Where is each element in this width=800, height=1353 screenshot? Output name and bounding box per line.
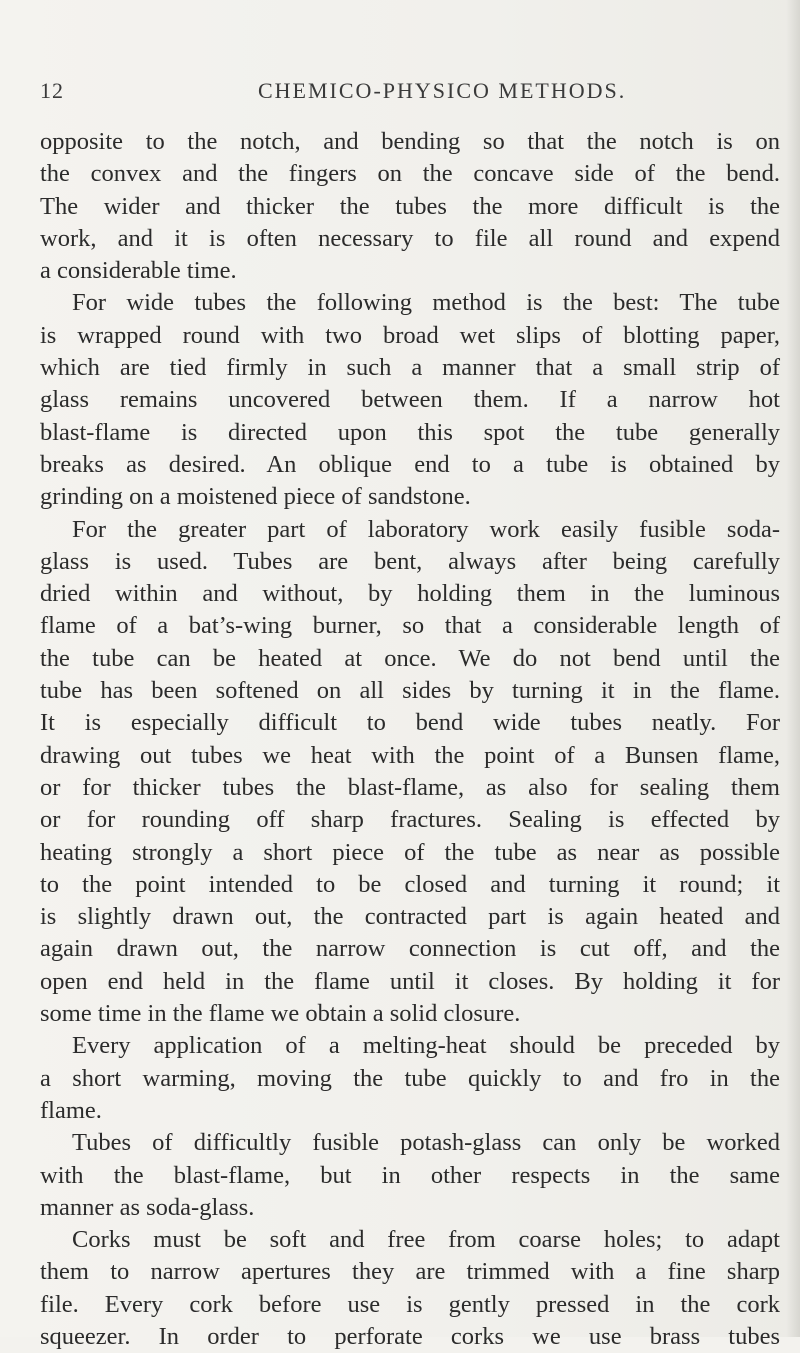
text-line: or for thicker tubes the blast-flame, as also for sealing them — [40, 773, 780, 801]
text-line: them to narrow apertures they are trimmed with a fine sharp — [40, 1258, 780, 1286]
text-line: is wrapped round with two broad wet slips of blotting paper, — [40, 321, 780, 349]
text-line: Every application of a melting-heat should be preceded by — [72, 1032, 780, 1060]
text-line: file. Every cork before use is gently pressed in the cork — [40, 1290, 780, 1318]
body-text — [40, 126, 780, 1353]
page-number: 12 — [40, 78, 64, 103]
page-header — [40, 78, 780, 108]
text-line: heating strongly a short piece of the tube as near as possible — [40, 838, 780, 866]
text-line: squeezer. In order to perforate corks we use brass tubes — [40, 1322, 780, 1350]
text-line: For wide tubes the following method is the best: The tube — [72, 289, 780, 317]
text-line: a short warming, moving the tube quickly to and fro in the — [40, 1064, 780, 1092]
text-line: It is especially difficult to bend wide tubes neatly. For — [40, 709, 780, 737]
text-line: which are tied firmly in such a manner that a small strip of — [40, 354, 780, 382]
text-line: the tube can be heated at once. We do not bend until the — [40, 644, 780, 672]
text-line: the convex and the fingers on the concave side of the bend. — [40, 160, 780, 188]
text-line: a considerable time. — [40, 257, 237, 285]
text-line: The wider and thicker the tubes the more difficult is the — [40, 192, 780, 220]
text-line: some time in the flame we obtain a solid closure. — [40, 1000, 521, 1028]
text-line: flame of a bat’s-wing burner, so that a considerable length of — [40, 612, 780, 640]
text-line: is slightly drawn out, the contracted part is again heated and — [40, 903, 780, 931]
text-line: flame. — [40, 1096, 102, 1124]
text-line: glass remains uncovered between them. If a narrow hot — [40, 386, 780, 414]
text-line: again drawn out, the narrow connection is cut off, and the — [40, 935, 780, 963]
text-line: breaks as desired. An oblique end to a tube is obtained by — [40, 450, 780, 478]
text-line: or for rounding off sharp fractures. Sealing is effected by — [40, 806, 780, 834]
text-line: tube has been softened on all sides by turning it in the flame. — [40, 677, 780, 705]
text-line: For the greater part of laboratory work easily fusible soda- — [72, 515, 780, 543]
text-line: dried within and without, by holding them in the luminous — [40, 580, 780, 608]
text-line: with the blast-flame, but in other respects in the same — [40, 1161, 780, 1189]
text-line: blast-flame is directed upon this spot the tube generally — [40, 418, 780, 446]
text-line: Tubes of difficultly fusible potash-glass can only be worked — [72, 1129, 780, 1157]
text-line: opposite to the notch, and bending so that the notch is on — [40, 128, 780, 155]
running-head: CHEMICO-PHYSICO METHODS. — [258, 78, 627, 103]
text-line: Corks must be soft and free from coarse holes; to adapt — [72, 1226, 780, 1254]
text-line: open end held in the flame until it closes. By holding it for — [40, 967, 780, 995]
text-line: manner as soda-glass. — [40, 1193, 255, 1221]
text-line: glass is used. Tubes are bent, always after being carefully — [40, 547, 780, 575]
text-line: to the point intended to be closed and turning it round; it — [40, 870, 780, 898]
page-edge-shadow — [786, 0, 800, 1337]
text-line: work, and it is often necessary to file all round and expend — [40, 224, 780, 252]
text-line: drawing out tubes we heat with the point of a Bunsen flame, — [40, 741, 780, 769]
text-line: grinding on a moistened piece of sandstone. — [40, 483, 471, 511]
